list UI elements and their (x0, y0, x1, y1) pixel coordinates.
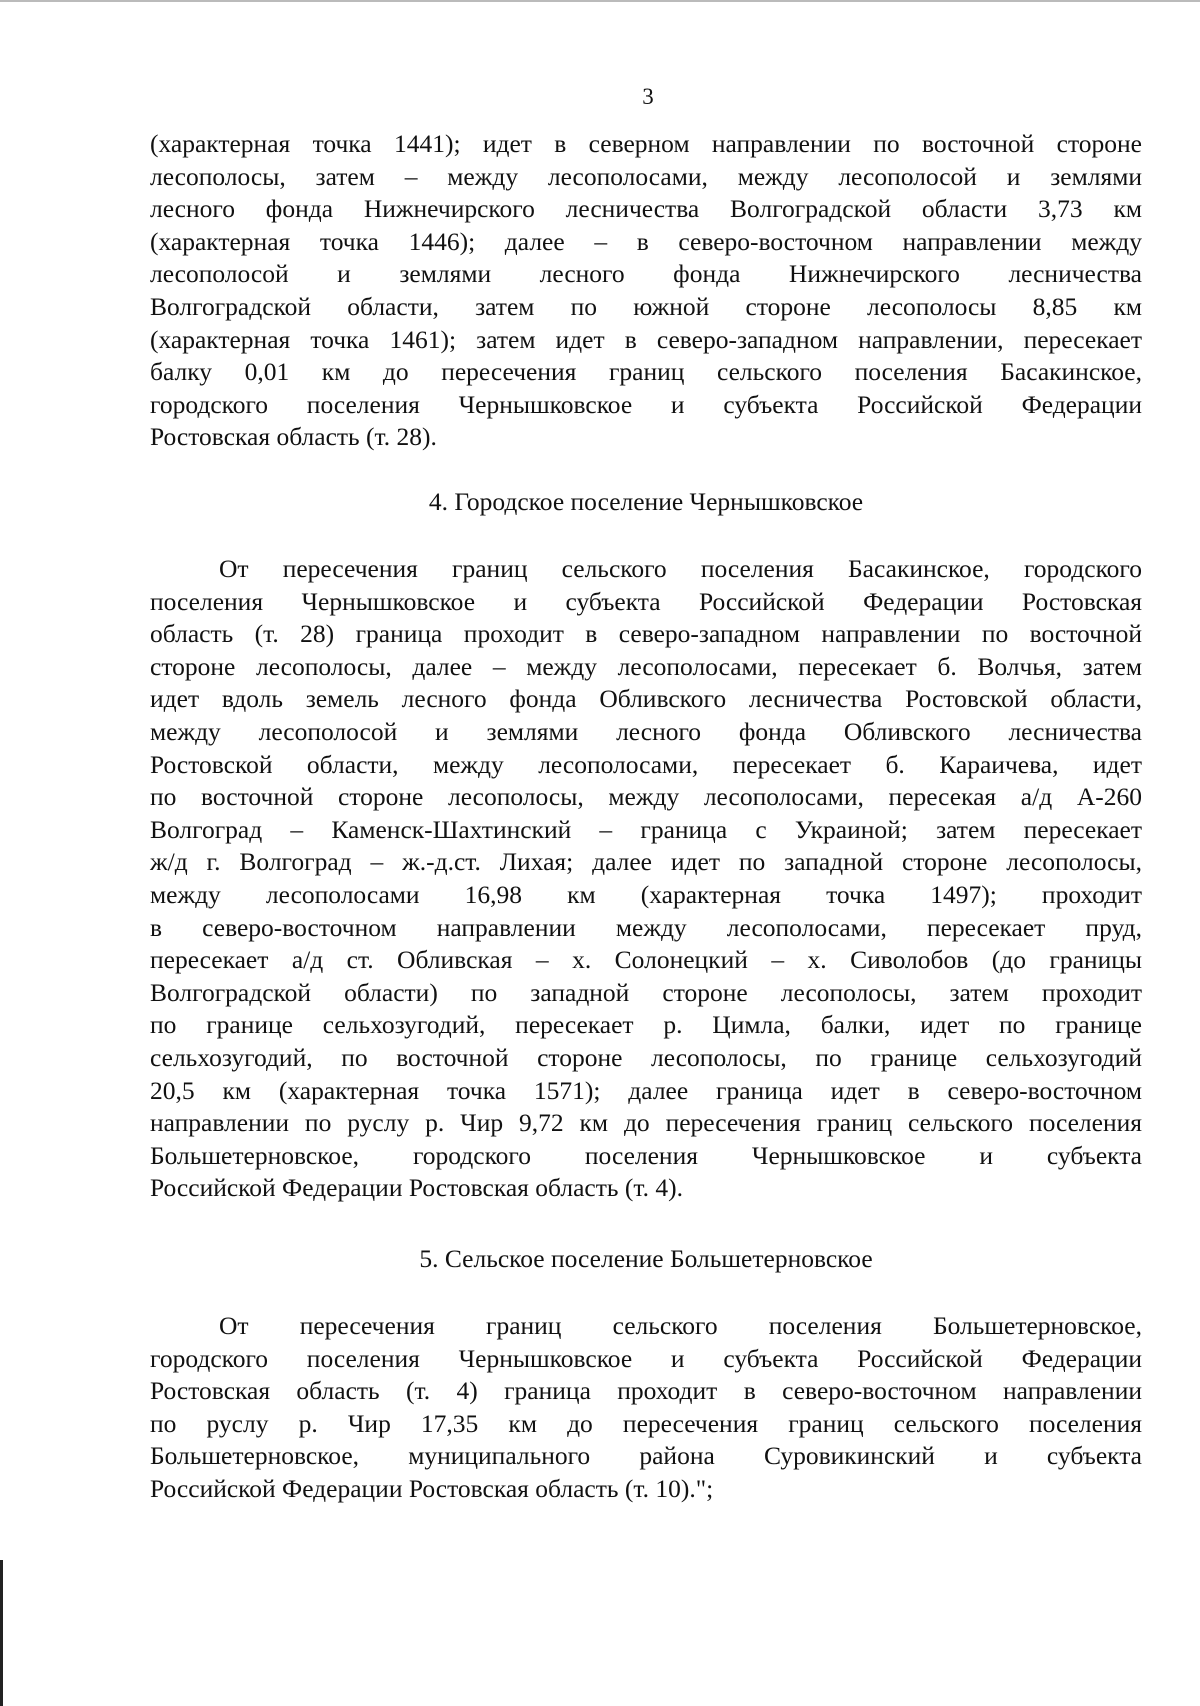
text-line: между лесополосой и землями лесного фонда Обливского лесничества (150, 716, 1142, 746)
text-line: пересекает а/д ст. Обливская – х. Солонецкий – х. Сиволобов (до границы (150, 945, 1142, 975)
text-line: Ростовской области, между лесополосами, пересекает б. Караичева, идет (150, 749, 1142, 779)
text-line: (характерная точка 1461); затем идет в северо-западном направлении, пересекает (150, 324, 1142, 354)
text-line: идет вдоль земель лесного фонда Обливского лесничества Ростовской области, (150, 684, 1142, 714)
text-line: Большетерновское, муниципального района Суровикинский и субъекта (150, 1441, 1142, 1471)
text-line: стороне лесополосы, далее – между лесополосами, пересекает б. Волчья, затем (150, 651, 1142, 681)
scan-top-edge (0, 0, 1200, 2)
text-line: лесополосой и землями лесного фонда Нижнечирского лесничества (150, 259, 1142, 289)
text-line: (характерная точка 1446); далее – в северо-восточном направлении между (150, 226, 1142, 256)
text-line: по восточной стороне лесополосы, между лесополосами, пересекая а/д А-260 (150, 782, 1142, 812)
text-line: ж/д г. Волгоград – ж.-д.ст. Лихая; далее идет по западной стороне лесополосы, (150, 847, 1142, 877)
text-line: лесного фонда Нижнечирского лесничества Волгоградской области 3,73 км (150, 194, 1142, 224)
text-line: сельхозугодий, по восточной стороне лесополосы, по границе сельхозугодий (150, 1042, 1142, 1072)
text-line: по руслу р. Чир 17,35 км до пересечения границ сельского поселения (150, 1408, 1142, 1438)
text-line: От пересечения границ сельского поселения Басакинское, городского (219, 554, 1142, 583)
text-line: балку 0,01 км до пересечения границ сельского поселения Басакинское, (150, 357, 1142, 387)
text-line: область (т. 28) граница проходит в северо-западном направлении по восточной (150, 619, 1142, 649)
text-line: лесополосы, затем – между лесополосами, между лесополосой и землями (150, 161, 1142, 191)
section-heading-4: 4. Городское поселение Чернышковское (428, 487, 864, 516)
text-line: 20,5 км (характерная точка 1571); далее граница идет в северо-восточном (150, 1075, 1142, 1105)
text-line: между лесополосами 16,98 км (характерная точка 1497); проходит (150, 879, 1142, 909)
text-line: городского поселения Чернышковское и субъекта Российской Федерации (150, 1343, 1142, 1373)
text-line: Ростовская область (т. 28). (150, 422, 437, 452)
text-line: От пересечения границ сельского поселения Большетерновское, (219, 1311, 1142, 1340)
paragraph-2 (150, 553, 1142, 1205)
paragraph-1 (150, 128, 1142, 454)
text-line: Волгоградской области) по западной стороне лесополосы, затем проходит (150, 977, 1142, 1007)
text-line: Волгоградской области, затем по южной стороне лесополосы 8,85 км (150, 291, 1142, 321)
page-number: 3 (642, 84, 654, 109)
text-line: в северо-восточном направлении между лесополосами, пересекает пруд, (150, 912, 1142, 942)
text-line: (характерная точка 1441); идет в северном направлении по восточной стороне (150, 129, 1142, 158)
text-line: по границе сельхозугодий, пересекает р. Цимла, балки, идет по границе (150, 1010, 1142, 1040)
text-line: Ростовская область (т. 4) граница проходит в северо-восточном направлении (150, 1376, 1142, 1406)
text-line: Российской Федерации Ростовская область (т. 4). (150, 1173, 683, 1203)
section-heading-5: 5. Сельское поселение Большетерновское (419, 1244, 873, 1273)
text-line: направлении по руслу р. Чир 9,72 км до пересечения границ сельского поселения (150, 1108, 1142, 1138)
text-line: Российской Федерации Ростовская область (т. 10)."; (150, 1473, 714, 1503)
text-line: Большетерновское, городского поселения Чернышковское и субъекта (150, 1140, 1142, 1170)
text-line: поселения Чернышковское и субъекта Российской Федерации Ростовская (150, 586, 1142, 616)
text-line: Волгоград – Каменск-Шахтинский – граница с Украиной; затем пересекает (150, 814, 1142, 844)
scan-left-edge (0, 1560, 3, 1706)
text-line: городского поселения Чернышковское и субъекта Российской Федерации (150, 389, 1142, 419)
paragraph-3 (150, 1310, 1142, 1506)
